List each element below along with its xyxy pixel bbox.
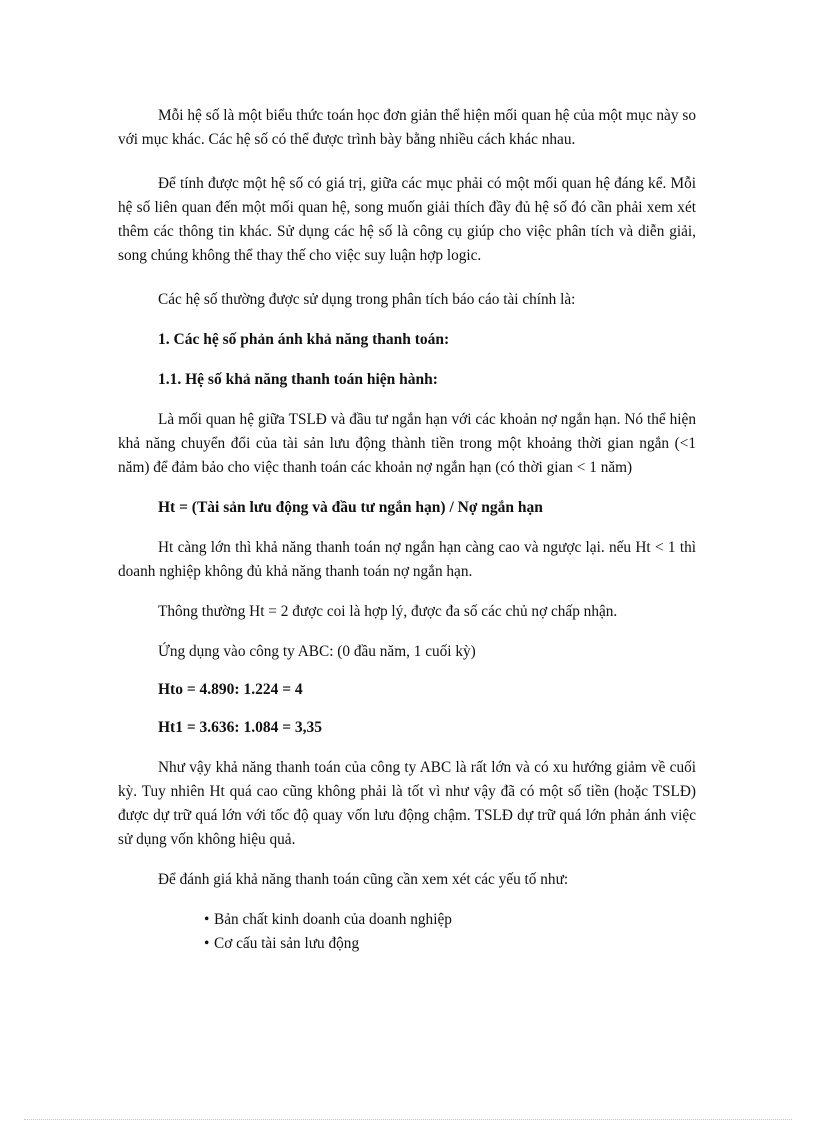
paragraph-ratio-meaning: Để tính được một hệ số có giá trị, giữa các mục phải có một mối quan hệ đáng kể. Mỗi hệ số liên quan đến một mối quan hệ, song muốn giải thích đầy đủ hệ số đó cần phải xem xét thêm các thông tin khác. Sử dụng các hệ số là công cụ giúp cho việc phân tích và diễn giải, song chúng không thể thay thế cho việc suy luận hợp logic. bbox=[118, 175, 696, 264]
document-body bbox=[118, 104, 696, 955]
paragraph-ht-normal: Thông thường Ht = 2 được coi là hợp lý, được đa số các chủ nợ chấp nhận. bbox=[158, 603, 618, 620]
formula-hto: Hto = 4.890: 1.224 = 4 bbox=[158, 681, 303, 698]
list-item: • Cơ cấu tài sản lưu động bbox=[204, 932, 696, 956]
paragraph-definition: Mỗi hệ số là một biểu thức toán học đơn giản thể hiện mối quan hệ của một mục này so với mục khác. Các hệ số có thể được trình bày bằng nhiều cách khác nhau. bbox=[118, 107, 696, 148]
paragraph-ratio-list-intro: Các hệ số thường được sử dụng trong phân tích báo cáo tài chính là: bbox=[158, 291, 576, 308]
formula-ht: Ht = (Tài sản lưu động và đầu tư ngắn hạn) / Nợ ngắn hạn bbox=[158, 499, 543, 516]
paragraph-ht-interpretation: Ht càng lớn thì khả năng thanh toán nợ ngắn hạn càng cao và ngược lại. nếu Ht < 1 thì doanh nghiệp không đủ khả năng thanh toán nợ ngắn hạn. bbox=[118, 539, 696, 580]
heading-current-ratio: 1.1. Hệ số khả năng thanh toán hiện hành: bbox=[158, 371, 438, 388]
list-item: • Bản chất kinh doanh của doanh nghiệp bbox=[204, 908, 696, 932]
factors-list bbox=[118, 908, 696, 955]
page-bottom-divider bbox=[24, 1119, 792, 1120]
formula-ht1: Ht1 = 3.636: 1.084 = 3,35 bbox=[158, 719, 323, 736]
heading-liquidity-ratios: 1. Các hệ số phản ánh khả năng thanh toán: bbox=[158, 331, 450, 348]
paragraph-current-ratio-definition: Là mối quan hệ giữa TSLĐ và đầu tư ngắn hạn với các khoản nợ ngắn hạn. Nó thể hiện khả năng chuyển đổi của tài sản lưu động thành tiền trong một khoảng thời gian ngắn (<1 năm) để đảm bảo cho việc thanh toán các khoản nợ ngắn hạn (có thời gian < 1 năm) bbox=[118, 411, 696, 476]
paragraph-factors-intro: Để đánh giá khả năng thanh toán cũng cần xem xét các yếu tố như: bbox=[158, 871, 569, 888]
paragraph-conclusion: Như vậy khả năng thanh toán của công ty ABC là rất lớn và có xu hướng giảm về cuối kỳ. Tuy nhiên Ht quá cao cũng không phải là tốt vì như vậy đã có một số tiền (hoặc TSLĐ) được dự trữ quá lớn với tốc độ quay vốn lưu động chậm. TSLĐ dự trữ quá lớn phản ánh việc sử dụng vốn không hiệu quả. bbox=[118, 759, 696, 848]
paragraph-application: Ứng dụng vào công ty ABC: (0 đầu năm, 1 cuối kỳ) bbox=[158, 643, 476, 660]
